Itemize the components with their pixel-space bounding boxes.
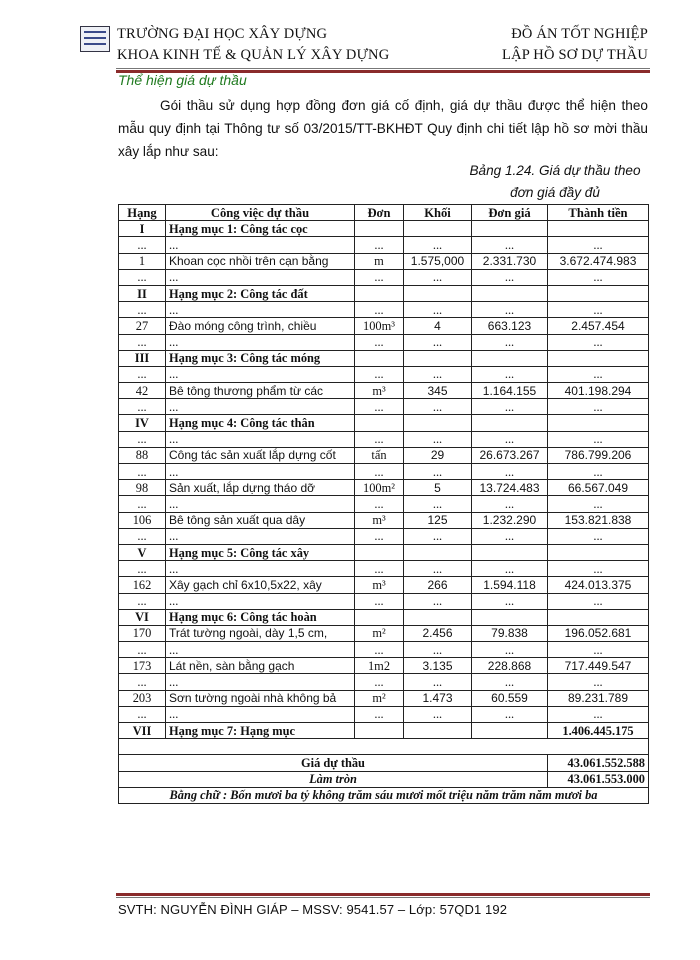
- cell-price: 1.164.155: [472, 383, 548, 399]
- bid-price-row: [119, 755, 649, 771]
- cell-total: ...: [548, 399, 649, 415]
- cell-unit: m²: [355, 625, 404, 641]
- cell-total: [548, 221, 649, 237]
- footer-rule-thick: [116, 893, 650, 896]
- header-right: [502, 24, 648, 66]
- cell-unit: [355, 723, 404, 739]
- cell-price: ...: [472, 269, 548, 285]
- cell-work: ...: [166, 237, 355, 253]
- col-header-hang: Hạng: [119, 205, 166, 221]
- cell-hang: ...: [119, 464, 166, 480]
- cell-qty: ...: [404, 593, 472, 609]
- col-header-work: Công việc dự thầu: [166, 205, 355, 221]
- cell-price: ...: [472, 561, 548, 577]
- cell-price: ...: [472, 464, 548, 480]
- cell-price: 663.123: [472, 318, 548, 334]
- cell-work: ...: [166, 399, 355, 415]
- cell-price: 79.838: [472, 625, 548, 641]
- cell-unit: ...: [355, 706, 404, 722]
- cell-price: ...: [472, 237, 548, 253]
- cell-qty: 4: [404, 318, 472, 334]
- cell-work: Xây gạch chỉ 6x10,5x22, xây: [166, 577, 355, 593]
- cell-qty: 1.473: [404, 690, 472, 706]
- dossier-label: LẬP HỒ SƠ DỰ THẦU: [502, 47, 648, 63]
- cell-work: Khoan cọc nhồi trên cạn bằng: [166, 253, 355, 269]
- cell-unit: ...: [355, 431, 404, 447]
- cell-hang: III: [119, 350, 166, 366]
- cell-hang: ...: [119, 496, 166, 512]
- header-left: [117, 24, 389, 66]
- cell-qty: ...: [404, 366, 472, 382]
- cell-work: Sản xuất, lắp dựng tháo dỡ: [166, 480, 355, 496]
- cell-unit: [355, 415, 404, 431]
- cell-work: Hạng mục 4: Công tác thân: [166, 415, 355, 431]
- cell-work: ...: [166, 674, 355, 690]
- cell-qty: ...: [404, 674, 472, 690]
- cell-work: ...: [166, 561, 355, 577]
- cell-price: ...: [472, 642, 548, 658]
- cell-qty: ...: [404, 237, 472, 253]
- col-header-unit: Đơn: [355, 205, 404, 221]
- cell-total: 2.457.454: [548, 318, 649, 334]
- cell-total: ...: [548, 464, 649, 480]
- cell-hang: ...: [119, 528, 166, 544]
- footer-student-info: SVTH: NGUYỄN ĐÌNH GIÁP – MSSV: 9541.57 – Lớp: 57QD1 192: [118, 902, 508, 917]
- cell-price: ...: [472, 366, 548, 382]
- table-caption: [462, 160, 648, 204]
- item-row: [119, 577, 649, 593]
- cell-qty: 266: [404, 577, 472, 593]
- cell-hang: 106: [119, 512, 166, 528]
- cell-price: ...: [472, 528, 548, 544]
- cell-total: ...: [548, 642, 649, 658]
- cell-unit: tấn: [355, 447, 404, 463]
- cell-total: ...: [548, 334, 649, 350]
- cell-hang: II: [119, 285, 166, 301]
- cell-work: ...: [166, 593, 355, 609]
- cell-price: [472, 609, 548, 625]
- cell-price: 60.559: [472, 690, 548, 706]
- cell-hang: I: [119, 221, 166, 237]
- cell-total: 153.821.838: [548, 512, 649, 528]
- cell-price: [472, 415, 548, 431]
- cell-qty: [404, 350, 472, 366]
- cell-qty: [404, 544, 472, 560]
- cell-hang: 170: [119, 625, 166, 641]
- intro-text: Gói thầu sử dụng hợp đồng đơn giá cố định, giá dự thầu được thể hiện theo mẫu quy định tại Thông tư số 03/2015/TT-BKHĐT Quy định chi tiết lập hồ sơ mời thầu xây lắp như sau:: [118, 98, 648, 159]
- cell-work: ...: [166, 334, 355, 350]
- group-row: [119, 609, 649, 625]
- ellipsis-row: [119, 642, 649, 658]
- cell-unit: m³: [355, 577, 404, 593]
- cell-unit: m: [355, 253, 404, 269]
- cell-price: 228.868: [472, 658, 548, 674]
- empty-cell: [119, 739, 649, 755]
- footer-rule-thin: [116, 897, 650, 898]
- cell-total: 786.799.206: [548, 447, 649, 463]
- bid-price-value: 43.061.552.588: [548, 755, 649, 771]
- cell-price: [472, 350, 548, 366]
- col-header-price: Đơn giá: [472, 205, 548, 221]
- cell-unit: 1m2: [355, 658, 404, 674]
- cell-total: ...: [548, 706, 649, 722]
- cell-work: ...: [166, 366, 355, 382]
- cell-unit: ...: [355, 674, 404, 690]
- cell-work: ...: [166, 528, 355, 544]
- cell-hang: ...: [119, 674, 166, 690]
- cell-total: 424.013.375: [548, 577, 649, 593]
- cell-hang: V: [119, 544, 166, 560]
- cell-qty: ...: [404, 464, 472, 480]
- cell-unit: ...: [355, 561, 404, 577]
- group-row: [119, 415, 649, 431]
- cell-qty: ...: [404, 496, 472, 512]
- cell-total: [548, 609, 649, 625]
- cell-qty: 125: [404, 512, 472, 528]
- cell-total: ...: [548, 366, 649, 382]
- cell-qty: 345: [404, 383, 472, 399]
- cell-total: 66.567.049: [548, 480, 649, 496]
- cell-hang: 1: [119, 253, 166, 269]
- cell-hang: ...: [119, 431, 166, 447]
- cell-hang: ...: [119, 334, 166, 350]
- cell-unit: ...: [355, 642, 404, 658]
- cell-work: Hạng mục 5: Công tác xây: [166, 544, 355, 560]
- cell-qty: ...: [404, 431, 472, 447]
- cell-work: ...: [166, 642, 355, 658]
- cell-work: Công tác sản xuất lắp dựng cốt: [166, 447, 355, 463]
- cell-price: ...: [472, 431, 548, 447]
- group-row: [119, 285, 649, 301]
- cell-hang: 173: [119, 658, 166, 674]
- cell-qty: 29: [404, 447, 472, 463]
- cell-hang: ...: [119, 269, 166, 285]
- intro-paragraph: [118, 94, 648, 163]
- cell-hang: ...: [119, 399, 166, 415]
- cell-work: ...: [166, 706, 355, 722]
- cell-qty: ...: [404, 334, 472, 350]
- cell-price: 26.673.267: [472, 447, 548, 463]
- cell-qty: [404, 415, 472, 431]
- item-row: [119, 658, 649, 674]
- cell-total: ...: [548, 674, 649, 690]
- caption-line-2: đơn giá đầy đủ: [510, 185, 600, 200]
- cell-work: Hạng mục 2: Công tác đất: [166, 285, 355, 301]
- cell-qty: 1.575,000: [404, 253, 472, 269]
- cell-total: 3.672.474.983: [548, 253, 649, 269]
- cell-work: Hạng mục 1: Công tác cọc: [166, 221, 355, 237]
- group-row: [119, 723, 649, 739]
- rounded-value: 43.061.553.000: [548, 771, 649, 787]
- cell-unit: ...: [355, 496, 404, 512]
- cell-qty: [404, 723, 472, 739]
- cell-total: ...: [548, 431, 649, 447]
- item-row: [119, 447, 649, 463]
- cell-unit: m³: [355, 512, 404, 528]
- ellipsis-row: [119, 674, 649, 690]
- cell-hang: IV: [119, 415, 166, 431]
- ellipsis-row: [119, 431, 649, 447]
- cell-hang: ...: [119, 561, 166, 577]
- item-row: [119, 383, 649, 399]
- cell-qty: ...: [404, 642, 472, 658]
- cell-hang: ...: [119, 593, 166, 609]
- cell-unit: ...: [355, 269, 404, 285]
- ellipsis-row: [119, 334, 649, 350]
- cell-work: Sơn tường ngoài nhà không bả: [166, 690, 355, 706]
- cell-price: 13.724.483: [472, 480, 548, 496]
- cell-unit: ...: [355, 366, 404, 382]
- cell-total: 196.052.681: [548, 625, 649, 641]
- rounded-label: Làm tròn: [119, 771, 548, 787]
- cell-work: Bê tông thương phẩm từ các: [166, 383, 355, 399]
- cell-total: 401.198.294: [548, 383, 649, 399]
- table-header-row: [119, 205, 649, 221]
- cell-unit: ...: [355, 464, 404, 480]
- thesis-label: ĐỒ ÁN TỐT NGHIỆP: [511, 26, 648, 42]
- empty-row: [119, 739, 649, 755]
- rounded-row: [119, 771, 649, 787]
- faculty-name: KHOA KINH TẾ & QUẢN LÝ XÂY DỰNG: [117, 47, 390, 63]
- cell-qty: ...: [404, 706, 472, 722]
- cell-unit: m²: [355, 690, 404, 706]
- cell-qty: [404, 221, 472, 237]
- ellipsis-row: [119, 528, 649, 544]
- cell-qty: 2.456: [404, 625, 472, 641]
- cell-unit: ...: [355, 237, 404, 253]
- cell-qty: 5: [404, 480, 472, 496]
- cell-unit: ...: [355, 302, 404, 318]
- ellipsis-row: [119, 464, 649, 480]
- caption-line-1: Bảng 1.24. Giá dự thầu theo: [469, 163, 641, 178]
- cell-qty: 3.135: [404, 658, 472, 674]
- item-row: [119, 480, 649, 496]
- group-row: [119, 544, 649, 560]
- cell-work: ...: [166, 496, 355, 512]
- cell-work: ...: [166, 302, 355, 318]
- cell-work: ...: [166, 431, 355, 447]
- cell-qty: ...: [404, 399, 472, 415]
- cell-price: 1.232.290: [472, 512, 548, 528]
- cell-unit: [355, 221, 404, 237]
- cell-total: ...: [548, 496, 649, 512]
- in-words-text: Bằng chữ : Bốn mươi ba tỷ không trăm sáu mươi mốt triệu năm trăm năm mươi ba: [119, 787, 649, 803]
- cell-hang: ...: [119, 366, 166, 382]
- cell-unit: ...: [355, 528, 404, 544]
- cell-hang: ...: [119, 237, 166, 253]
- cell-unit: [355, 609, 404, 625]
- col-header-qty: Khối: [404, 205, 472, 221]
- ellipsis-row: [119, 237, 649, 253]
- cell-total: 1.406.445.175: [548, 723, 649, 739]
- group-row: [119, 350, 649, 366]
- col-header-total: Thành tiền: [548, 205, 649, 221]
- cell-hang: 42: [119, 383, 166, 399]
- item-row: [119, 512, 649, 528]
- in-words-row: [119, 787, 649, 803]
- cell-hang: 88: [119, 447, 166, 463]
- cell-price: ...: [472, 706, 548, 722]
- cell-unit: [355, 285, 404, 301]
- cell-total: 717.449.547: [548, 658, 649, 674]
- cell-hang: ...: [119, 302, 166, 318]
- item-row: [119, 625, 649, 641]
- cell-price: ...: [472, 496, 548, 512]
- cell-work: ...: [166, 269, 355, 285]
- ellipsis-row: [119, 593, 649, 609]
- cell-qty: [404, 609, 472, 625]
- cell-qty: ...: [404, 302, 472, 318]
- cell-total: ...: [548, 561, 649, 577]
- ellipsis-row: [119, 366, 649, 382]
- cell-price: ...: [472, 593, 548, 609]
- cell-work: Hạng mục 7: Hạng mục: [166, 723, 355, 739]
- table-body: [119, 221, 649, 739]
- cell-unit: [355, 350, 404, 366]
- cell-qty: ...: [404, 269, 472, 285]
- cell-work: Đào móng công trình, chiều: [166, 318, 355, 334]
- ellipsis-row: [119, 706, 649, 722]
- group-row: [119, 221, 649, 237]
- cell-hang: ...: [119, 706, 166, 722]
- item-row: [119, 690, 649, 706]
- university-logo: [80, 26, 110, 52]
- ellipsis-row: [119, 496, 649, 512]
- cell-hang: 162: [119, 577, 166, 593]
- cell-price: [472, 723, 548, 739]
- cell-price: [472, 544, 548, 560]
- header-rule-thin: [116, 68, 650, 69]
- ellipsis-row: [119, 399, 649, 415]
- cell-price: ...: [472, 334, 548, 350]
- cell-work: ...: [166, 464, 355, 480]
- cell-work: Bê tông sản xuất qua dây: [166, 512, 355, 528]
- cell-hang: VI: [119, 609, 166, 625]
- cell-qty: [404, 285, 472, 301]
- cell-unit: 100m²: [355, 480, 404, 496]
- cell-hang: 98: [119, 480, 166, 496]
- ellipsis-row: [119, 269, 649, 285]
- cell-price: ...: [472, 302, 548, 318]
- cell-price: 1.594.118: [472, 577, 548, 593]
- cell-work: Hạng mục 6: Công tác hoàn: [166, 609, 355, 625]
- cell-unit: ...: [355, 593, 404, 609]
- cell-work: Lát nền, sàn bằng gạch: [166, 658, 355, 674]
- bid-price-table: [118, 204, 649, 804]
- cell-price: 2.331.730: [472, 253, 548, 269]
- cell-price: ...: [472, 399, 548, 415]
- cell-unit: m³: [355, 383, 404, 399]
- item-row: [119, 318, 649, 334]
- cell-total: [548, 350, 649, 366]
- cell-total: 89.231.789: [548, 690, 649, 706]
- cell-unit: ...: [355, 334, 404, 350]
- cell-qty: ...: [404, 561, 472, 577]
- cell-qty: ...: [404, 528, 472, 544]
- cell-unit: [355, 544, 404, 560]
- cell-unit: 100m³: [355, 318, 404, 334]
- cell-hang: 27: [119, 318, 166, 334]
- bid-price-label: Giá dự thầu: [119, 755, 548, 771]
- section-title: Thể hiện giá dự thầu: [118, 72, 247, 88]
- cell-hang: VII: [119, 723, 166, 739]
- cell-total: ...: [548, 528, 649, 544]
- cell-work: Trát tường ngoài, dày 1,5 cm,: [166, 625, 355, 641]
- ellipsis-row: [119, 302, 649, 318]
- cell-total: ...: [548, 593, 649, 609]
- cell-price: [472, 285, 548, 301]
- cell-total: [548, 544, 649, 560]
- university-name: TRƯỜNG ĐẠI HỌC XÂY DỰNG: [117, 26, 328, 42]
- cell-hang: ...: [119, 642, 166, 658]
- ellipsis-row: [119, 561, 649, 577]
- cell-total: ...: [548, 269, 649, 285]
- cell-hang: 203: [119, 690, 166, 706]
- cell-total: [548, 415, 649, 431]
- cell-work: Hạng mục 3: Công tác móng: [166, 350, 355, 366]
- cell-total: ...: [548, 302, 649, 318]
- cell-total: [548, 285, 649, 301]
- cell-price: [472, 221, 548, 237]
- cell-price: ...: [472, 674, 548, 690]
- cell-total: ...: [548, 237, 649, 253]
- item-row: [119, 253, 649, 269]
- cell-unit: ...: [355, 399, 404, 415]
